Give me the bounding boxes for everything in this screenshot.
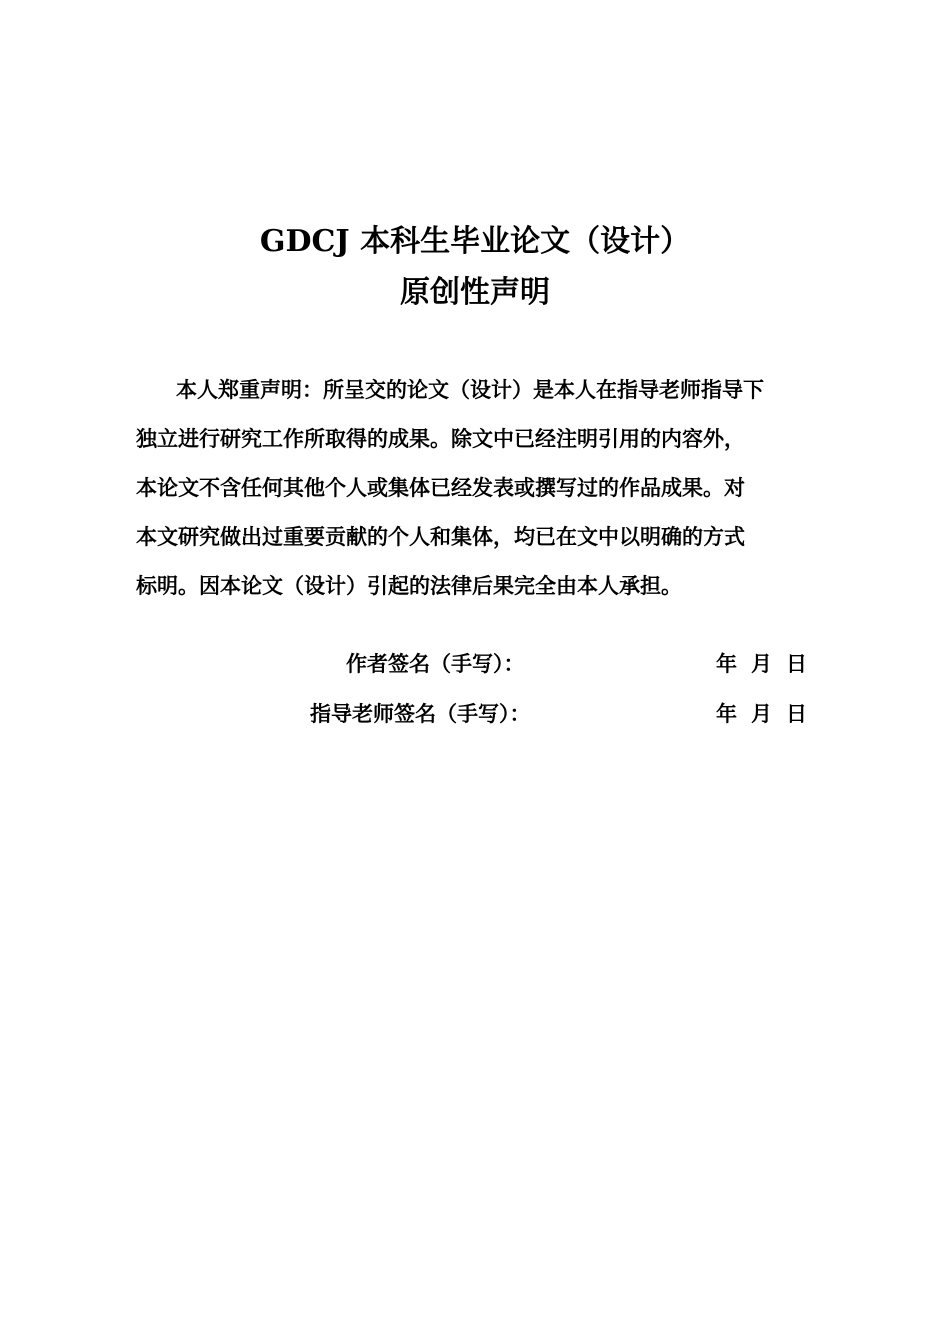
date-month: 月 [751, 701, 772, 726]
date-year: 年 [716, 701, 737, 726]
document-subtitle: 原创性声明 [400, 275, 550, 310]
advisor-signature-date [716, 699, 807, 729]
declaration-line: 独立进行研究工作所取得的成果。除文中已经注明引用的内容外， [136, 426, 745, 451]
declaration-line: 本文研究做出过重要贡献的个人和集体，均已在文中以明确的方式 [136, 524, 745, 549]
date-month: 月 [751, 651, 772, 676]
document-title: GDCJ 本科生毕业论文（设计） [259, 224, 691, 259]
declaration-line: 本人郑重声明：所呈交的论文（设计）是本人在指导老师指导下 [176, 377, 764, 402]
declaration-paragraph [136, 370, 856, 615]
advisor-signature-label: 指导老师签名（手写）： [310, 701, 531, 726]
author-signature-date [716, 649, 807, 679]
declaration-line: 标明。因本论文（设计）引起的法律后果完全由本人承担。 [136, 573, 682, 598]
date-day: 日 [786, 651, 807, 676]
author-signature-label: 作者签名（手写）： [346, 651, 525, 676]
date-day: 日 [786, 701, 807, 726]
declaration-line: 本论文不含任何其他个人或集体已经发表或撰写过的作品成果。对 [136, 475, 745, 500]
date-year: 年 [716, 651, 737, 676]
